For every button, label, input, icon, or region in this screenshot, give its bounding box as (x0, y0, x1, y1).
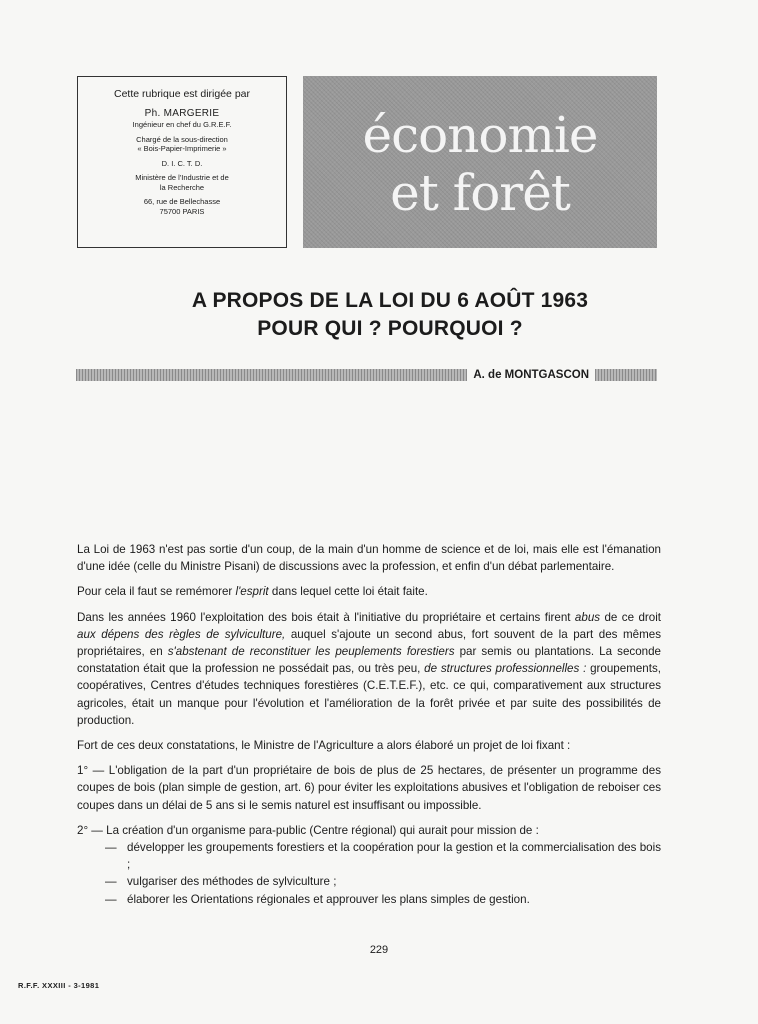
paragraph-1: La Loi de 1963 n'est pas sortie d'un coup, de la main d'un homme de science et de loi, mais elle est l'émanation d'une idée (celle du Ministre Pisani) de discussions avec la profession, et enfin d'un débat parlementaire. (77, 543, 661, 574)
article-title-line-2: POUR QUI ? POURQUOI ? (257, 317, 523, 340)
credit-intro: Cette rubrique est dirigée par (114, 88, 250, 100)
author-strip (76, 367, 657, 383)
paragraph-6: 2° — La création d'un organisme para-public (Centre régional) qui aurait pour mission de : (77, 823, 539, 837)
editor-address-line-2: 75700 PARIS (159, 206, 205, 216)
banner-line-1: économie (362, 106, 598, 164)
emphasis-abus: abus (574, 610, 601, 624)
article-title (60, 287, 720, 343)
editor-address-line-1: 66, rue de Bellechasse (143, 197, 221, 206)
article-body (77, 541, 661, 908)
banner-line-2: et forêt (390, 164, 570, 222)
editor-position-line-1: Chargé de la sous-direction (136, 134, 228, 144)
list-item: — élaborer les Orientations régionales et approuver les plans simples de gestion. (77, 891, 661, 908)
author-rule-right (595, 369, 657, 381)
emphasis-reconstituer: s'abstenant de reconstituer les peuplements forestiers (167, 645, 455, 659)
paragraph-4: Fort de ces deux constatations, le Ministre de l'Agriculture a alors élaboré un projet de loi fixant : (77, 739, 571, 753)
list-item: — vulgariser des méthodes de sylviculture ; (77, 873, 661, 890)
journal-reference: R.F.F. XXXIII - 3-1981 (18, 981, 100, 990)
paragraph-3: Dans les années 1960 l'exploitation des bois était à l'initiative du propriétaire et certains firent abus de ce droit aux dépens des règles de sylviculture, auquel s'ajoute un second abus, fort souvent de la part des mêmes propriétaires, en s'abstenant de reconstituer les peuplements forestiers par semis ou plantations. La seconde constatation était que la profession ne possédait pas, ou très peu, de structures professionnelles : groupements, coopératives, Centres d'études techniques forestières (C.E.T.E.F.), etc. ce qui, comparativement aux structures agricoles, était un manque pour l'évolution et l'amélioration de la forêt privée et par suite des possibilités de production. (77, 610, 662, 727)
paragraph-5: 1° — L'obligation de la part d'un propriétaire de bois de plus de 25 hectares, de présenter un programme des coupes de bois (plan simple de gestion, art. 6) pour éviter les exploitations abusives et l'obligation de reboiser ces coupes dans un délai de 5 ans si le semis naturel est insuffisant ou impossible. (77, 764, 661, 812)
editor-name: Ph. MARGERIE (144, 108, 220, 119)
editor-ministry-line-1: Ministère de l'Industrie et de (135, 173, 229, 182)
editor-department: D. I. C. T. D. (161, 158, 203, 168)
section-banner (303, 76, 657, 248)
emphasis-sylviculture: aux dépens des règles de sylviculture, (77, 627, 286, 641)
page-number: 229 (369, 944, 389, 956)
mission-list (77, 839, 661, 908)
list-dash: — (105, 875, 117, 889)
emphasis-structures: de structures professionnelles : (424, 662, 587, 676)
editor-ministry-line-2: la Recherche (159, 182, 205, 192)
emphasis-esprit: l'esprit (235, 585, 269, 599)
author-rule-left (76, 369, 467, 381)
editor-credit-box (77, 76, 287, 248)
author-name: A. de MONTGASCON (473, 369, 589, 381)
paragraph-2: Pour cela il faut se remémorer l'esprit dans lequel cette loi était faite. (77, 585, 428, 599)
list-dash: — (105, 841, 117, 855)
article-title-line-1: A PROPOS DE LA LOI DU 6 AOÛT 1963 (191, 289, 589, 312)
list-item: — développer les groupements forestiers et la coopération pour la gestion et la commercialisation des bois ; (105, 841, 661, 872)
editor-position-line-2: « Bois-Papier-Imprimerie » (137, 144, 227, 153)
editor-role: Ingénieur en chef du G.R.E.F. (132, 120, 232, 129)
list-dash: — (105, 892, 117, 906)
